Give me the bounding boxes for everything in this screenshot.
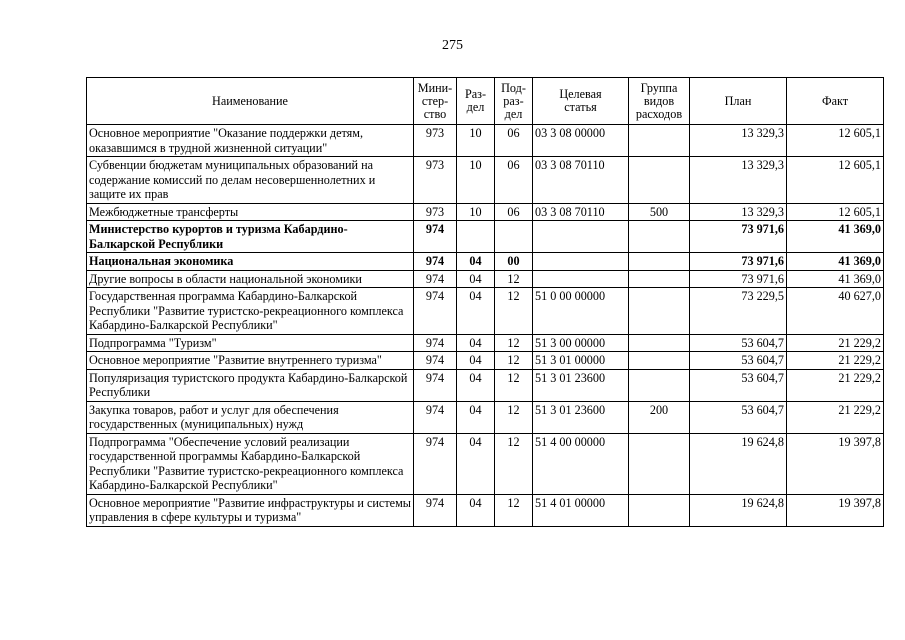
- row-plan-cell: 73 971,6: [690, 270, 787, 288]
- row-name-cell: Основное мероприятие "Развитие внутреннего туризма": [87, 352, 414, 370]
- row-statya-cell: 51 3 00 00000: [533, 334, 629, 352]
- table-header-row: [87, 78, 884, 125]
- row-name-cell: Подпрограмма "Обеспечение условий реализации государственной программы Кабардино-Балкарской Республики "Развитие туристско-рекреационного комплекса Кабардино-Балкарской Республики": [87, 433, 414, 494]
- row-statya-cell: 03 3 08 70110: [533, 203, 629, 221]
- row-statya-cell: 51 4 00 00000: [533, 433, 629, 494]
- row-vid-cell: [629, 125, 690, 157]
- row-razdel-cell: 04: [457, 288, 495, 335]
- row-razdel-cell: 04: [457, 352, 495, 370]
- row-ministry-cell: 973: [414, 157, 457, 204]
- row-razdel-cell: [457, 221, 495, 253]
- row-statya-cell: [533, 253, 629, 271]
- table-row: [87, 203, 884, 221]
- row-ministry-cell: 974: [414, 253, 457, 271]
- row-ministry-cell: 974: [414, 334, 457, 352]
- row-razdel-cell: 04: [457, 270, 495, 288]
- row-podrazdel-cell: 12: [495, 433, 533, 494]
- row-vid-cell: [629, 221, 690, 253]
- row-vid-cell: [629, 369, 690, 401]
- row-statya-cell: [533, 221, 629, 253]
- row-ministry-cell: 974: [414, 288, 457, 335]
- row-name-cell: Подпрограмма "Туризм": [87, 334, 414, 352]
- row-ministry-cell: 974: [414, 270, 457, 288]
- page-number: 275: [442, 38, 463, 53]
- header-razdel: Раз- дел: [457, 78, 495, 125]
- row-plan-cell: 73 971,6: [690, 253, 787, 271]
- row-plan-cell: 13 329,3: [690, 125, 787, 157]
- row-razdel-cell: 04: [457, 494, 495, 526]
- row-razdel-cell: 10: [457, 157, 495, 204]
- row-fakt-cell: 19 397,8: [787, 494, 884, 526]
- row-fakt-cell: 41 369,0: [787, 221, 884, 253]
- row-razdel-cell: 04: [457, 334, 495, 352]
- row-plan-cell: 53 604,7: [690, 334, 787, 352]
- row-name-cell: Закупка товаров, работ и услуг для обеспечения государственных (муниципальных) нужд: [87, 401, 414, 433]
- row-podrazdel-cell: 12: [495, 352, 533, 370]
- row-podrazdel-cell: 12: [495, 494, 533, 526]
- table-row: [87, 221, 884, 253]
- row-fakt-cell: 12 605,1: [787, 157, 884, 204]
- row-ministry-cell: 973: [414, 125, 457, 157]
- row-statya-cell: 51 3 01 23600: [533, 369, 629, 401]
- row-podrazdel-cell: 12: [495, 334, 533, 352]
- row-vid-cell: [629, 334, 690, 352]
- row-ministry-cell: 974: [414, 352, 457, 370]
- table-row: [87, 288, 884, 335]
- row-vid-cell: [629, 433, 690, 494]
- row-podrazdel-cell: 12: [495, 288, 533, 335]
- row-plan-cell: 53 604,7: [690, 401, 787, 433]
- header-statya: Целевая статья: [533, 78, 629, 125]
- row-statya-cell: 51 0 00 00000: [533, 288, 629, 335]
- row-podrazdel-cell: 12: [495, 369, 533, 401]
- row-statya-cell: 51 4 01 00000: [533, 494, 629, 526]
- row-fakt-cell: 21 229,2: [787, 369, 884, 401]
- row-name-cell: Национальная экономика: [87, 253, 414, 271]
- budget-table: [86, 77, 884, 527]
- row-ministry-cell: 974: [414, 221, 457, 253]
- header-plan: План: [690, 78, 787, 125]
- row-fakt-cell: 12 605,1: [787, 203, 884, 221]
- table-row: [87, 125, 884, 157]
- row-name-cell: Межбюджетные трансферты: [87, 203, 414, 221]
- row-statya-cell: 51 3 01 23600: [533, 401, 629, 433]
- row-statya-cell: 51 3 01 00000: [533, 352, 629, 370]
- row-statya-cell: 03 3 08 00000: [533, 125, 629, 157]
- row-vid-cell: [629, 270, 690, 288]
- row-razdel-cell: 10: [457, 125, 495, 157]
- row-vid-cell: [629, 352, 690, 370]
- row-name-cell: Государственная программа Кабардино-Балкарской Республики "Развитие туристско-рекреационного комплекса Кабардино-Балкарской Республики": [87, 288, 414, 335]
- row-podrazdel-cell: 00: [495, 253, 533, 271]
- row-plan-cell: 13 329,3: [690, 157, 787, 204]
- table-row: [87, 253, 884, 271]
- row-name-cell: Другие вопросы в области национальной экономики: [87, 270, 414, 288]
- row-name-cell: Министерство курортов и туризма Кабардино-Балкарской Республики: [87, 221, 414, 253]
- row-podrazdel-cell: [495, 221, 533, 253]
- row-statya-cell: [533, 270, 629, 288]
- row-plan-cell: 53 604,7: [690, 369, 787, 401]
- row-razdel-cell: 10: [457, 203, 495, 221]
- row-podrazdel-cell: 06: [495, 203, 533, 221]
- row-ministry-cell: 974: [414, 369, 457, 401]
- row-fakt-cell: 21 229,2: [787, 352, 884, 370]
- row-ministry-cell: 974: [414, 433, 457, 494]
- row-fakt-cell: 21 229,2: [787, 401, 884, 433]
- header-name: Наименование: [87, 78, 414, 125]
- row-podrazdel-cell: 06: [495, 157, 533, 204]
- header-ministry: Мини- стер- ство: [414, 78, 457, 125]
- row-fakt-cell: 19 397,8: [787, 433, 884, 494]
- table-row: [87, 401, 884, 433]
- row-ministry-cell: 973: [414, 203, 457, 221]
- table-row: [87, 157, 884, 204]
- row-vid-cell: [629, 494, 690, 526]
- row-fakt-cell: 21 229,2: [787, 334, 884, 352]
- row-plan-cell: 53 604,7: [690, 352, 787, 370]
- row-name-cell: Основное мероприятие "Оказание поддержки детям, оказавшимся в трудной жизненной ситуации": [87, 125, 414, 157]
- row-plan-cell: 73 971,6: [690, 221, 787, 253]
- row-vid-cell: [629, 253, 690, 271]
- row-razdel-cell: 04: [457, 369, 495, 401]
- row-name-cell: Популяризация туристского продукта Кабардино-Балкарской Республики: [87, 369, 414, 401]
- row-plan-cell: 19 624,8: [690, 433, 787, 494]
- header-fakt: Факт: [787, 78, 884, 125]
- row-vid-cell: 500: [629, 203, 690, 221]
- row-razdel-cell: 04: [457, 401, 495, 433]
- table-row: [87, 433, 884, 494]
- row-fakt-cell: 41 369,0: [787, 253, 884, 271]
- row-vid-cell: [629, 157, 690, 204]
- table-row: [87, 369, 884, 401]
- row-ministry-cell: 974: [414, 494, 457, 526]
- row-vid-cell: 200: [629, 401, 690, 433]
- row-name-cell: Основное мероприятие "Развитие инфраструктуры и системы управления в сфере культуры и туризма": [87, 494, 414, 526]
- row-razdel-cell: 04: [457, 433, 495, 494]
- table-row: [87, 494, 884, 526]
- header-podrazdel: Под- раз- дел: [495, 78, 533, 125]
- row-statya-cell: 03 3 08 70110: [533, 157, 629, 204]
- table-row: [87, 334, 884, 352]
- row-vid-cell: [629, 288, 690, 335]
- row-fakt-cell: 40 627,0: [787, 288, 884, 335]
- row-ministry-cell: 974: [414, 401, 457, 433]
- row-podrazdel-cell: 06: [495, 125, 533, 157]
- row-podrazdel-cell: 12: [495, 401, 533, 433]
- table-row: [87, 270, 884, 288]
- row-podrazdel-cell: 12: [495, 270, 533, 288]
- row-razdel-cell: 04: [457, 253, 495, 271]
- row-fakt-cell: 12 605,1: [787, 125, 884, 157]
- row-fakt-cell: 41 369,0: [787, 270, 884, 288]
- row-plan-cell: 13 329,3: [690, 203, 787, 221]
- table-row: [87, 352, 884, 370]
- table-body: [87, 125, 884, 527]
- header-vid: Группа видов расходов: [629, 78, 690, 125]
- row-plan-cell: 73 229,5: [690, 288, 787, 335]
- row-name-cell: Субвенции бюджетам муниципальных образований на содержание комиссий по делам несовершеннолетних и защите их прав: [87, 157, 414, 204]
- row-plan-cell: 19 624,8: [690, 494, 787, 526]
